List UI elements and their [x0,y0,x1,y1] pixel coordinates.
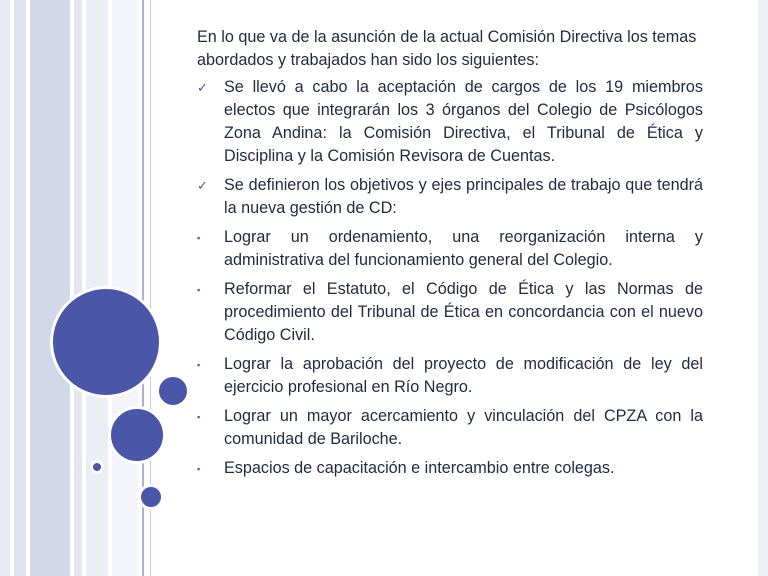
decor-circle-small [156,374,190,408]
square-bullet-icon: ▪ [197,285,201,295]
list-item [197,405,703,451]
list-item-text: Lograr la aprobación del proyecto de modificación de ley del ejercicio profesional en Río Negro. [224,355,703,396]
square-bullet-icon: ▪ [197,412,201,422]
decor-circle-small [138,484,164,510]
decor-circle-medium [108,406,166,464]
intro-text: En lo que va de la asunción de la actual Comisión Directiva los temas abordados y trabajados han sido los siguientes: [197,28,697,69]
decor-stripe [14,0,26,576]
square-bullet-icon: ▪ [197,464,201,474]
check-icon: ✓ [197,178,208,193]
list-item [197,278,703,347]
list-item-text: Espacios de capacitación e intercambio entre colegas. [224,459,615,477]
list-item-text: Se llevó a cabo la aceptación de cargos de los 19 miembros electos que integrarán los 3 órganos del Colegio de Psicólogos Zona Andina: la Comisión Directiva, el Tribunal de Ética y Disciplina y la Comisión Revisora de Cuentas. [224,78,703,165]
list-item [197,457,703,480]
item-list [197,76,703,480]
list-item-text: Lograr un mayor acercamiento y vinculación del CPZA con la comunidad de Bariloche. [224,407,703,448]
list-item [197,226,703,272]
decor-circle-tiny [90,460,104,474]
decor-stripe [30,0,70,576]
decor-circle-large [50,286,162,398]
list-item-text: Reformar el Estatuto, el Código de Ética y las Normas de procedimiento del Tribunal de Ética en concordancia con el nuevo Código Civil. [224,280,703,344]
check-icon: ✓ [197,80,208,95]
decor-stripe [74,0,82,576]
decor-stripe [0,0,10,576]
list-item [197,174,703,220]
slide-content [197,26,703,486]
square-bullet-icon: ▪ [197,360,201,370]
decor-edge [758,0,768,576]
list-item [197,76,703,168]
square-bullet-icon: ▪ [197,233,201,243]
list-item-text: Lograr un ordenamiento, una reorganización interna y administrativa del funcionamiento general del Colegio. [224,228,703,269]
list-item-text: Se definieron los objetivos y ejes principales de trabajo que tendrá la nueva gestión de CD: [224,176,703,217]
list-item [197,353,703,399]
